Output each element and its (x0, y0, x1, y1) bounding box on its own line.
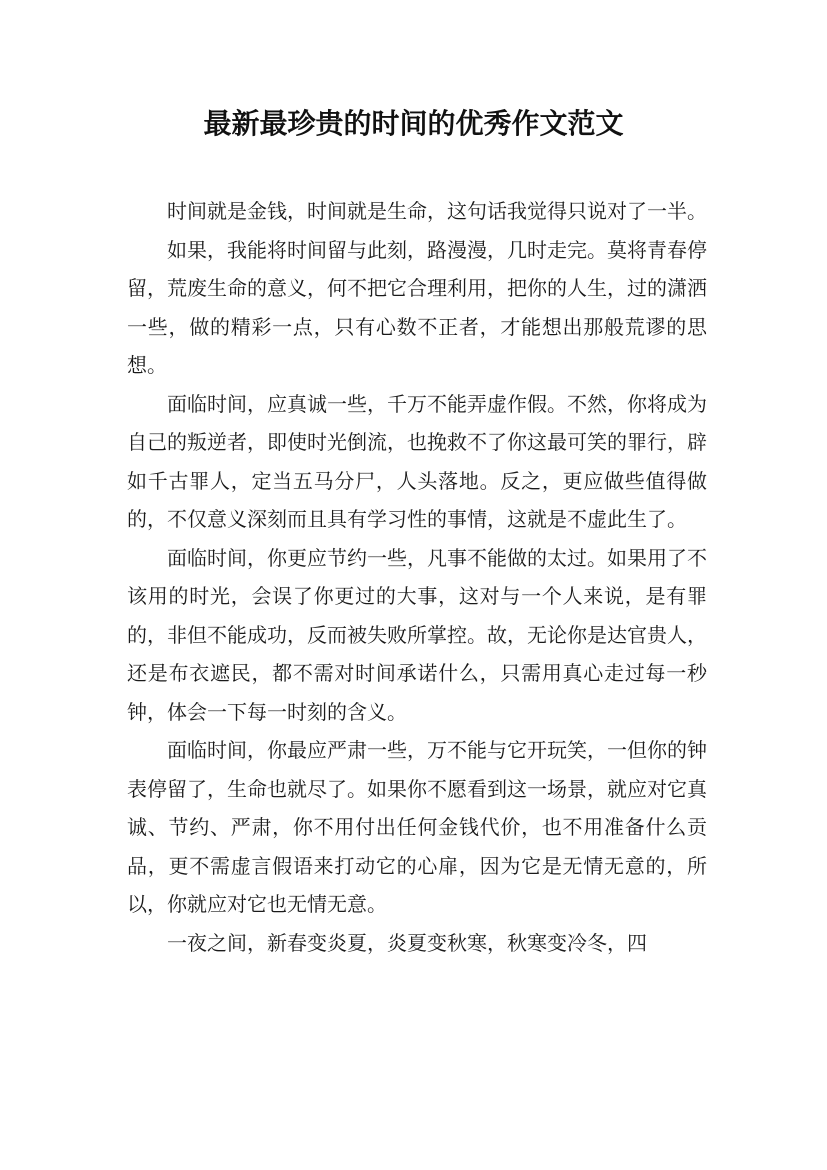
document-body (127, 192, 707, 962)
paragraph-5: 面临时间，你最应严肃一些，万不能与它开玩笑，一但你的钟表停留了，生命也就尽了。如果你不愿看到这一场景，就应对它真诚、节约、严肃，你不用付出任何金钱代价，也不用准备什么贡品，更不需虚言假语来打动它的心扉，因为它是无情无意的，所以，你就应对它也无情无意。 (127, 738, 707, 916)
paragraph-2: 如果，我能将时间留与此刻，路漫漫，几时走完。莫将青春停留，荒废生命的意义，何不把它合理利用，把你的人生，过的潇洒一些，做的精彩一点，只有心数不正者，才能想出那般荒谬的思想。 (127, 237, 707, 377)
paragraph-6: 一夜之间，新春变炎夏，炎夏变秋寒，秋寒变冷冬，四 (167, 930, 647, 955)
paragraph-3: 面临时间，应真诚一些，千万不能弄虚作假。不然，你将成为自己的叛逆者，即使时光倒流，也挽救不了你这最可笑的罪行，辟如千古罪人，定当五马分尸，人头落地。反之，更应做些值得做的，不仅意义深刻而且具有学习性的事情，这就是不虚此生了。 (127, 391, 707, 531)
paragraph-4: 面临时间，你更应节约一些，凡事不能做的太过。如果用了不该用的时光，会误了你更过的大事，这对与一个人来说，是有罪的，非但不能成功，反而被失败所掌控。故，无论你是达官贵人，还是布衣遮民，都不需对时间承诺什么，只需用真心走过每一秒钟，体会一下每一时刻的含义。 (127, 545, 707, 724)
document-title: 最新最珍贵的时间的优秀作文范文 (203, 107, 624, 140)
paragraph-1: 时间就是金钱，时间就是生命，这句话我觉得只说对了一半。 (167, 199, 707, 223)
